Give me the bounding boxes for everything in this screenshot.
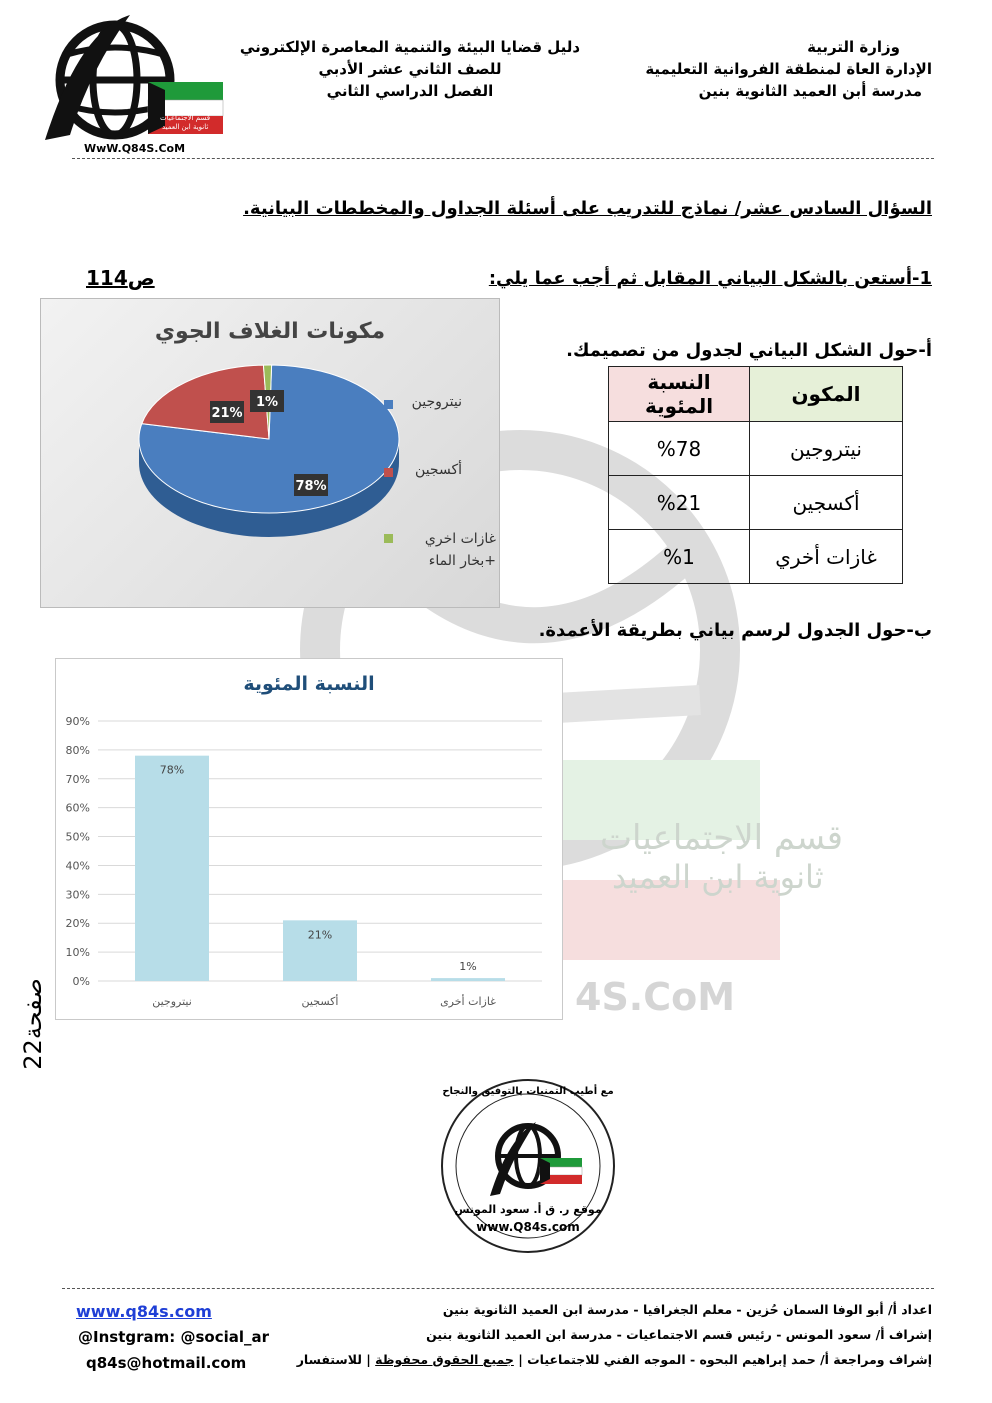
bar-y-tick: 10% bbox=[65, 946, 90, 960]
bar-data-label: 21% bbox=[307, 928, 333, 942]
footer-inquiry: | للاستفسار bbox=[296, 1352, 371, 1367]
footer-divider bbox=[62, 1288, 934, 1289]
pie-data-label-1 bbox=[210, 401, 244, 423]
legend-label-oxygen: أكسجين bbox=[415, 462, 462, 478]
pie-data-label-0 bbox=[294, 474, 328, 496]
logo-site-text: WwW.Q84S.CoM bbox=[84, 142, 186, 155]
page-reference: ص114 bbox=[86, 266, 155, 290]
footer-reviewed-text: إشراف ومراجعة أ/ حمد إبراهيم البحوه - الموجه الفني للاجتماعيات | bbox=[518, 1352, 932, 1367]
bar-chart-title: النسبة المئوية bbox=[243, 673, 375, 695]
watermark-site: 4S.CoM bbox=[575, 975, 736, 1019]
pie-label-text-1: 21% bbox=[211, 406, 243, 421]
bar-y-tick: 60% bbox=[65, 801, 90, 815]
bar-y-tick: 50% bbox=[65, 830, 90, 844]
legend-label-other: غازات اخري +بخار الماء bbox=[424, 531, 496, 569]
table-header-row bbox=[609, 367, 903, 422]
header-school: مدرسة أبن العميد الثانوية بنين bbox=[698, 82, 922, 100]
bar-y-tick: 90% bbox=[65, 715, 90, 728]
header-divider bbox=[72, 158, 934, 159]
logo-badge-text-2: ثانوية ابن العميد bbox=[162, 123, 209, 131]
bar-chart-panel bbox=[55, 658, 563, 1020]
table-cell: %1 bbox=[609, 530, 750, 584]
footer-prepared-by: اعداد أ/ أبو الوفا السمان حُزين - معلم الجغرافيا - مدرسة ابن العميد الثانوية بنين bbox=[442, 1302, 932, 1317]
bar-0 bbox=[135, 756, 209, 981]
table-row bbox=[609, 530, 903, 584]
footer-reviewed bbox=[297, 1352, 932, 1367]
part-b-instruction: ب-حول الجدول لرسم بياني بطريقة الأعمدة. bbox=[538, 620, 932, 641]
site-logo bbox=[40, 10, 230, 160]
item-1-instruction: 1-أستعن بالشكل البياني المقابل ثم أجب عما يلي: bbox=[488, 268, 932, 289]
legend-swatch-other bbox=[384, 534, 393, 543]
bottom-logo-line1: موقع ر. ق أ. سعود المونس bbox=[454, 1203, 602, 1216]
bar-y-tick: 30% bbox=[65, 888, 90, 902]
footer-email: q84s@hotmail.com bbox=[86, 1354, 247, 1372]
bar-x-tick: نيتروجين bbox=[152, 995, 192, 1008]
table-cell: %21 bbox=[609, 476, 750, 530]
logo-badge-text-1: قسم الاجتماعيات bbox=[160, 114, 211, 122]
bar-2 bbox=[431, 978, 505, 981]
bar-x-tick: غازات أخرى bbox=[440, 995, 496, 1008]
legend-swatch-nitrogen bbox=[384, 400, 393, 409]
footer-instagram: @Instgram: @social_ar bbox=[78, 1328, 270, 1346]
bar-data-label: 78% bbox=[159, 763, 185, 777]
bottom-logo bbox=[428, 1078, 628, 1258]
header-directorate: الإدارة العاة لمنطقة الفروانية التعليمية bbox=[645, 60, 932, 78]
header-right bbox=[592, 36, 932, 102]
header-ministry: وزارة التربية bbox=[807, 38, 900, 56]
legend-item-oxygen bbox=[376, 462, 496, 528]
legend-label-nitrogen: نيتروجين bbox=[411, 394, 462, 410]
side-page-number: صفحة22 bbox=[19, 978, 47, 1070]
table-header-percent: النسبة المئوية bbox=[609, 367, 750, 422]
bar-x-tick: أكسجين bbox=[301, 995, 339, 1008]
footer-website-link[interactable]: www.q84s.com bbox=[76, 1302, 212, 1321]
bottom-logo-arc-text: مع أطيب التمنيات بالتوفيق والنجاح bbox=[442, 1086, 614, 1097]
bar-y-tick: 20% bbox=[65, 917, 90, 931]
legend-item-nitrogen bbox=[376, 394, 496, 462]
table-cell: غازات أخري bbox=[750, 530, 903, 584]
table-header-component: المكون bbox=[750, 367, 903, 422]
table-row bbox=[609, 422, 903, 476]
table-cell: %78 bbox=[609, 422, 750, 476]
pie-legend bbox=[376, 394, 496, 569]
bottom-logo-line2: www.Q84s.com bbox=[476, 1220, 580, 1234]
header-center bbox=[230, 36, 590, 102]
components-table bbox=[608, 366, 903, 584]
header-grade: للصف الثاني عشر الأدبي bbox=[318, 60, 502, 78]
pie-label-text-2: 1% bbox=[255, 395, 279, 410]
watermark-text-1: قسم الاجتماعيات bbox=[600, 818, 844, 858]
bar-y-tick: 70% bbox=[65, 772, 90, 786]
legend-swatch-oxygen bbox=[384, 468, 393, 477]
watermark-text-2: ثانوية ابن العميد bbox=[612, 858, 824, 896]
footer-rights: جميع الحقوق محفوظة bbox=[375, 1352, 514, 1367]
table-cell: أكسجين bbox=[750, 476, 903, 530]
pie-chart-title: مكونات الغلاف الجوي bbox=[154, 319, 386, 344]
pie-label-text-0: 78% bbox=[295, 479, 327, 494]
table-cell: نيتروجين bbox=[750, 422, 903, 476]
header-term: الفصل الدراسي الثاني bbox=[326, 82, 494, 100]
bar-y-tick: 80% bbox=[65, 743, 90, 757]
table-row bbox=[609, 476, 903, 530]
bar-y-tick: 0% bbox=[72, 975, 90, 988]
pie-chart-panel bbox=[40, 298, 500, 608]
pie-data-label-2 bbox=[250, 390, 284, 412]
bar-data-label: 1% bbox=[459, 960, 477, 974]
question-title: السؤال السادس عشر/ نماذج للتدريب على أسئلة الجداول والمخططات البيانية. bbox=[243, 198, 932, 219]
bar-chart bbox=[56, 659, 562, 1019]
part-a-instruction: أ-حول الشكل البياني لجدول من تصميمك. bbox=[566, 340, 932, 361]
bar-y-tick: 40% bbox=[65, 859, 90, 873]
header-guide-title: دليل قضايا البيئة والتنمية المعاصرة الإلكتروني bbox=[239, 38, 581, 56]
footer-supervised-by: إشراف أ/ سعود المونس - رئيس قسم الاجتماعيات - مدرسة ابن العميد الثانوية بنين bbox=[426, 1327, 932, 1342]
